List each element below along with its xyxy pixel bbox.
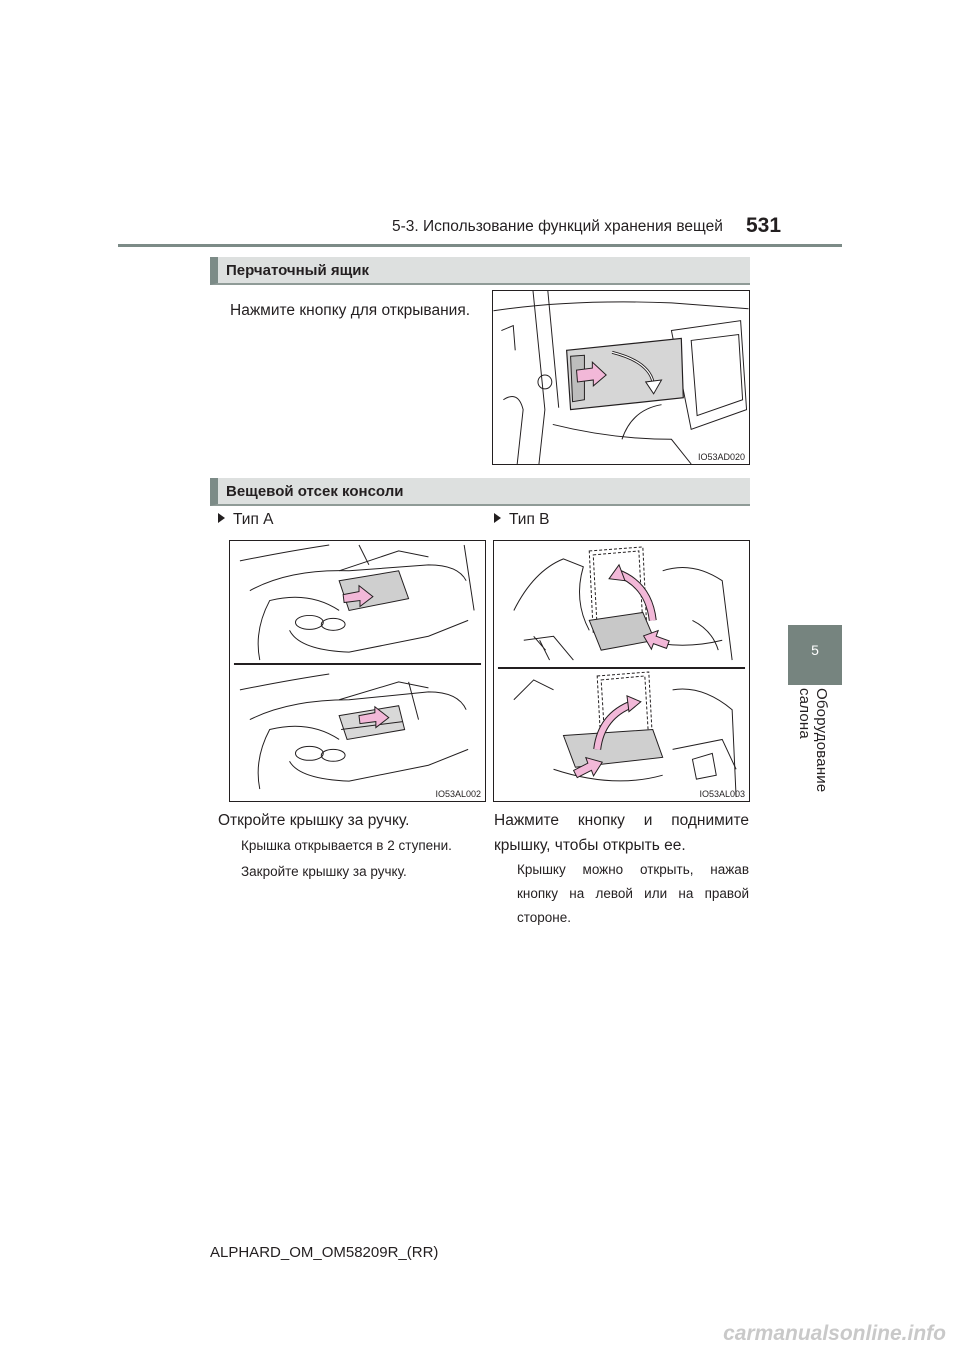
type-a-illustration xyxy=(230,541,485,801)
type-a-figure xyxy=(229,540,486,802)
footer-code: ALPHARD_OM_OM58209R_(RR) xyxy=(210,1244,439,1261)
watermark: carmanualsonline.info xyxy=(723,1322,946,1345)
type-b-label-text: Тип B xyxy=(509,511,550,528)
type-a-label-text: Тип A xyxy=(233,511,274,528)
running-header-title: 5-3. Использование функций хранения вещей xyxy=(392,218,723,235)
type-b-illustration xyxy=(494,541,749,801)
type-b-instruction-line-2: крышку, чтобы открыть ее. xyxy=(494,837,686,854)
type-a-figure-code: IO53AL002 xyxy=(435,789,481,799)
glovebox-heading: Перчаточный ящик xyxy=(210,257,750,285)
header-rule xyxy=(118,244,842,247)
type-a-note-2: Закройте крышку за ручку. xyxy=(241,864,407,879)
glovebox-figure-code: IO53AD020 xyxy=(697,452,745,462)
type-b-figure xyxy=(493,540,750,802)
type-a-instruction: Откройте крышку за ручку. xyxy=(218,812,410,829)
type-b-instruction-line-1: Нажмите кнопку и поднимите xyxy=(494,812,749,829)
triangle-bullet-icon xyxy=(218,513,225,523)
type-b-note-line-2: кнопку на левой или на правой xyxy=(517,886,749,901)
console-heading: Вещевой отсек консоли xyxy=(210,478,750,506)
glovebox-figure xyxy=(492,290,750,465)
page-number: 531 xyxy=(746,214,782,237)
glovebox-illustration xyxy=(493,291,749,464)
type-a-label xyxy=(218,511,273,529)
type-a-note-1: Крышка открывается в 2 ступени. xyxy=(241,838,452,853)
type-b-note-line-3: стороне. xyxy=(517,910,572,925)
triangle-bullet-icon xyxy=(494,513,501,523)
glovebox-instruction: Нажмите кнопку для открывания. xyxy=(230,302,471,319)
chapter-title: Оборудование салона xyxy=(796,688,830,793)
chapter-number: 5 xyxy=(811,642,819,658)
type-b-label xyxy=(494,511,549,529)
type-b-figure-code: IO53AL003 xyxy=(699,789,745,799)
type-b-note-line-1: Крышку можно открыть, нажав xyxy=(517,862,749,877)
